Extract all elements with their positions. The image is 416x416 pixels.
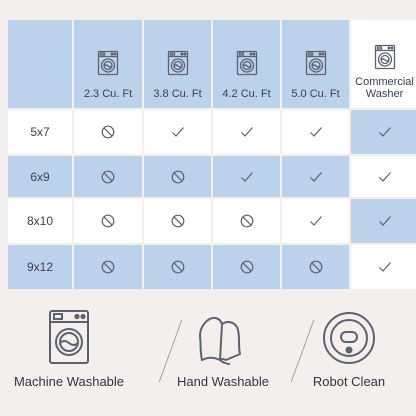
feature-hand-washable (154, 300, 292, 416)
features-section (0, 300, 416, 416)
column-header-label: 2.3 Cu. Ft (83, 88, 133, 100)
prohibited-icon (240, 260, 254, 274)
check-icon (309, 215, 323, 227)
check-icon (378, 171, 392, 183)
check-icon (378, 215, 392, 227)
prohibited-icon (101, 125, 115, 139)
check-icon (309, 126, 323, 138)
washing-machine-icon (305, 50, 327, 76)
prohibited-icon (101, 214, 115, 228)
feature-machine-washable (0, 300, 138, 416)
prohibited-icon (101, 170, 115, 184)
check-icon (240, 126, 254, 138)
compatible-cell (282, 199, 349, 243)
row-label: 8x10 (8, 199, 72, 243)
prohibited-icon (171, 214, 185, 228)
incompatible-cell (144, 199, 211, 243)
column-header (351, 20, 416, 108)
column-header (282, 20, 349, 108)
check-icon (378, 261, 392, 273)
incompatible-cell (144, 245, 211, 289)
washing-machine-icon (97, 50, 119, 76)
row-label: 9x12 (8, 245, 72, 289)
compatible-cell (282, 110, 349, 154)
feature-robot-clean (280, 300, 416, 416)
compatible-cell (351, 110, 416, 154)
washing-machine-icon (167, 50, 189, 76)
check-icon (378, 126, 392, 138)
column-header (74, 20, 142, 108)
column-header (213, 20, 280, 108)
compatible-cell (282, 156, 349, 197)
washing-machine-icon (47, 300, 91, 366)
column-header (144, 20, 211, 108)
incompatible-cell (74, 245, 142, 289)
compatible-cell (144, 110, 211, 154)
prohibited-icon (101, 260, 115, 274)
incompatible-cell (282, 245, 349, 289)
row-label: 5x7 (8, 110, 72, 154)
column-header-label: 4.2 Cu. Ft (222, 88, 271, 100)
feature-label: Machine Washable (13, 374, 125, 389)
washing-machine-icon (374, 44, 396, 70)
washing-machine-icon (236, 50, 258, 76)
row-label: 6x9 (8, 156, 72, 197)
compatibility-table (8, 20, 416, 289)
column-header-label: 5.0 Cu. Ft (291, 88, 340, 100)
incompatible-cell (74, 110, 142, 154)
compatible-cell (351, 199, 416, 243)
prohibited-icon (171, 260, 185, 274)
check-icon (309, 171, 323, 183)
towel-icon (194, 300, 252, 366)
incompatible-cell (144, 156, 211, 197)
incompatible-cell (213, 199, 280, 243)
robot-vacuum-icon (321, 300, 377, 366)
table-corner (8, 20, 72, 108)
feature-label: Hand Washable (176, 374, 269, 389)
incompatible-cell (213, 245, 280, 289)
prohibited-icon (171, 170, 185, 184)
incompatible-cell (74, 156, 142, 197)
check-icon (240, 171, 254, 183)
compatible-cell (351, 156, 416, 197)
compatible-cell (213, 110, 280, 154)
column-header-label: 3.8 Cu. Ft (153, 88, 202, 100)
column-header-label: Commercial (355, 76, 414, 88)
prohibited-icon (309, 260, 323, 274)
check-icon (171, 126, 185, 138)
column-header-label: Washer (365, 88, 404, 100)
prohibited-icon (240, 214, 254, 228)
incompatible-cell (74, 199, 142, 243)
feature-label: Robot Clean (312, 374, 386, 389)
compatible-cell (213, 156, 280, 197)
compatible-cell (351, 245, 416, 289)
